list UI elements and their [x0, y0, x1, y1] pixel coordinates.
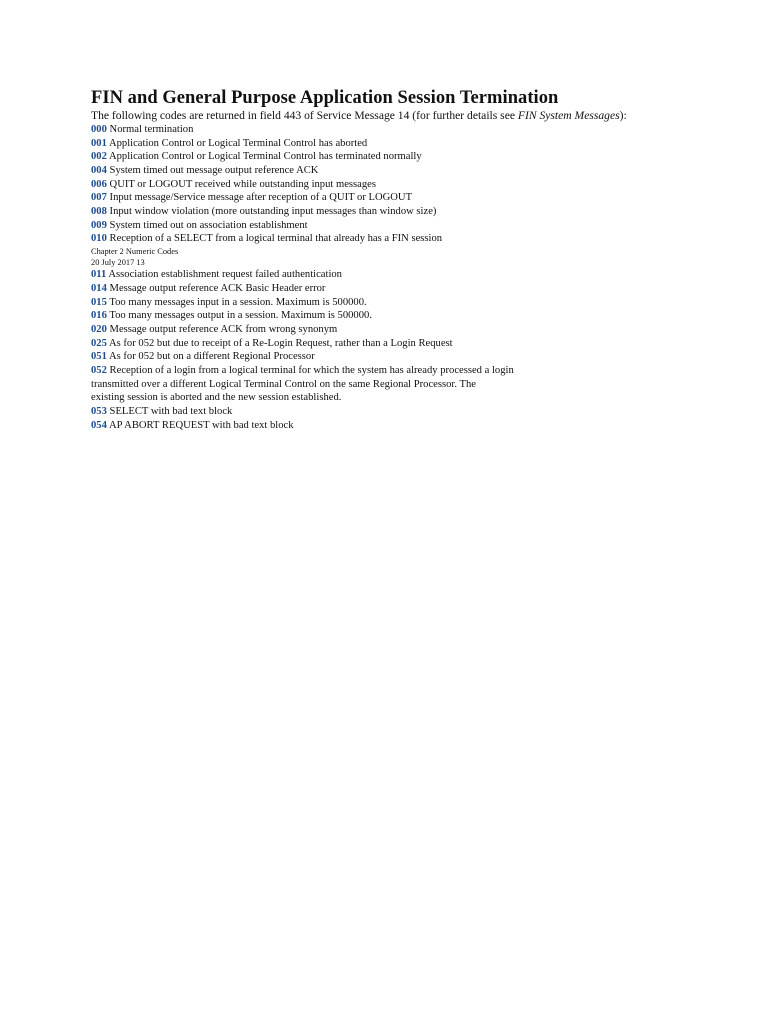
footer-date: 20 July 2017 13	[91, 258, 145, 268]
code-number: 015	[91, 296, 107, 308]
code-list-part-2	[91, 268, 651, 377]
code-number: 009	[91, 219, 107, 231]
intro-end: ):	[619, 109, 627, 122]
code-description: As for 052 but on a different Regional Processor	[108, 351, 315, 363]
code-description: AP ABORT REQUEST with bad text block	[108, 419, 294, 431]
code-row	[91, 150, 651, 164]
code-number: 008	[91, 205, 107, 217]
code-description: Application Control or Logical Terminal Control has aborted	[108, 137, 368, 149]
code-description: Message output reference ACK Basic Header error	[109, 282, 326, 294]
document-content	[91, 87, 651, 432]
code-list-part-3	[91, 405, 651, 432]
code-number: 020	[91, 323, 107, 335]
code-description: System timed out message output reference ACK	[109, 164, 319, 176]
code-row	[91, 364, 651, 378]
code-number: 025	[91, 337, 107, 349]
code-number: 006	[91, 178, 107, 190]
code-row	[91, 337, 651, 351]
page-title: FIN and General Purpose Application Session Termination	[91, 88, 559, 108]
footer-chapter: Chapter 2 Numeric Codes	[91, 246, 179, 256]
code-description: Normal termination	[109, 124, 194, 135]
code-description: Reception of a login from a logical terminal for which the system has already processed a login	[109, 364, 514, 376]
code-row	[91, 123, 651, 137]
code-number: 054	[91, 419, 107, 431]
code-number: 002	[91, 151, 107, 163]
code-description: Too many messages input in a session. Maximum is 500000.	[109, 296, 367, 308]
code-row	[91, 296, 651, 310]
code-description: SELECT with bad text block	[109, 405, 233, 417]
code-row	[91, 191, 651, 205]
code-number: 011	[91, 269, 107, 281]
code-description: Association establishment request failed authentication	[108, 269, 342, 281]
code-description: Application Control or Logical Terminal Control has terminated normally	[108, 151, 422, 163]
code-row	[91, 137, 651, 151]
code-description: Too many messages output in a session. Maximum is 500000.	[109, 310, 372, 322]
code-number: 052	[91, 364, 107, 376]
code-description: Message output reference ACK from wrong synonym	[109, 323, 338, 335]
code-number: 001	[91, 137, 107, 149]
code-row	[91, 164, 651, 178]
code-row	[91, 309, 651, 323]
code-row	[91, 350, 651, 364]
code-number: 051	[91, 351, 107, 363]
code-description: Reception of a SELECT from a logical terminal that already has a FIN session	[109, 233, 443, 245]
code-row	[91, 219, 651, 233]
code-052-continuation-line-1: transmitted over a different Logical Terminal Control on the same Regional Processor. The	[91, 378, 476, 390]
code-number: 014	[91, 282, 107, 294]
code-row	[91, 323, 651, 337]
intro-reference: FIN System Messages	[517, 109, 620, 122]
code-number: 007	[91, 192, 107, 204]
code-description: Input message/Service message after reception of a QUIT or LOGOUT	[109, 192, 413, 204]
code-description: QUIT or LOGOUT received while outstanding input messages	[109, 178, 377, 190]
intro-paragraph	[91, 109, 651, 123]
code-row	[91, 268, 651, 282]
code-row	[91, 405, 651, 419]
code-row	[91, 205, 651, 219]
code-description: As for 052 but due to receipt of a Re-Login Request, rather than a Login Request	[108, 337, 453, 349]
code-number: 053	[91, 405, 107, 417]
code-row	[91, 232, 651, 246]
intro-text: The following codes are returned in field 443 of Service Message 14 (for further details see	[91, 109, 518, 122]
code-number: 000	[91, 124, 107, 135]
code-052-continuation-line-2: existing session is aborted and the new session established.	[91, 392, 342, 404]
code-row	[91, 419, 651, 433]
code-description: System timed out on association establishment	[109, 219, 308, 231]
code-list-part-1	[91, 123, 651, 246]
code-row	[91, 282, 651, 296]
code-description: Input window violation (more outstanding input messages than window size)	[109, 205, 437, 217]
code-number: 010	[91, 233, 107, 245]
code-number: 004	[91, 164, 107, 176]
code-row	[91, 178, 651, 192]
code-number: 016	[91, 310, 107, 322]
